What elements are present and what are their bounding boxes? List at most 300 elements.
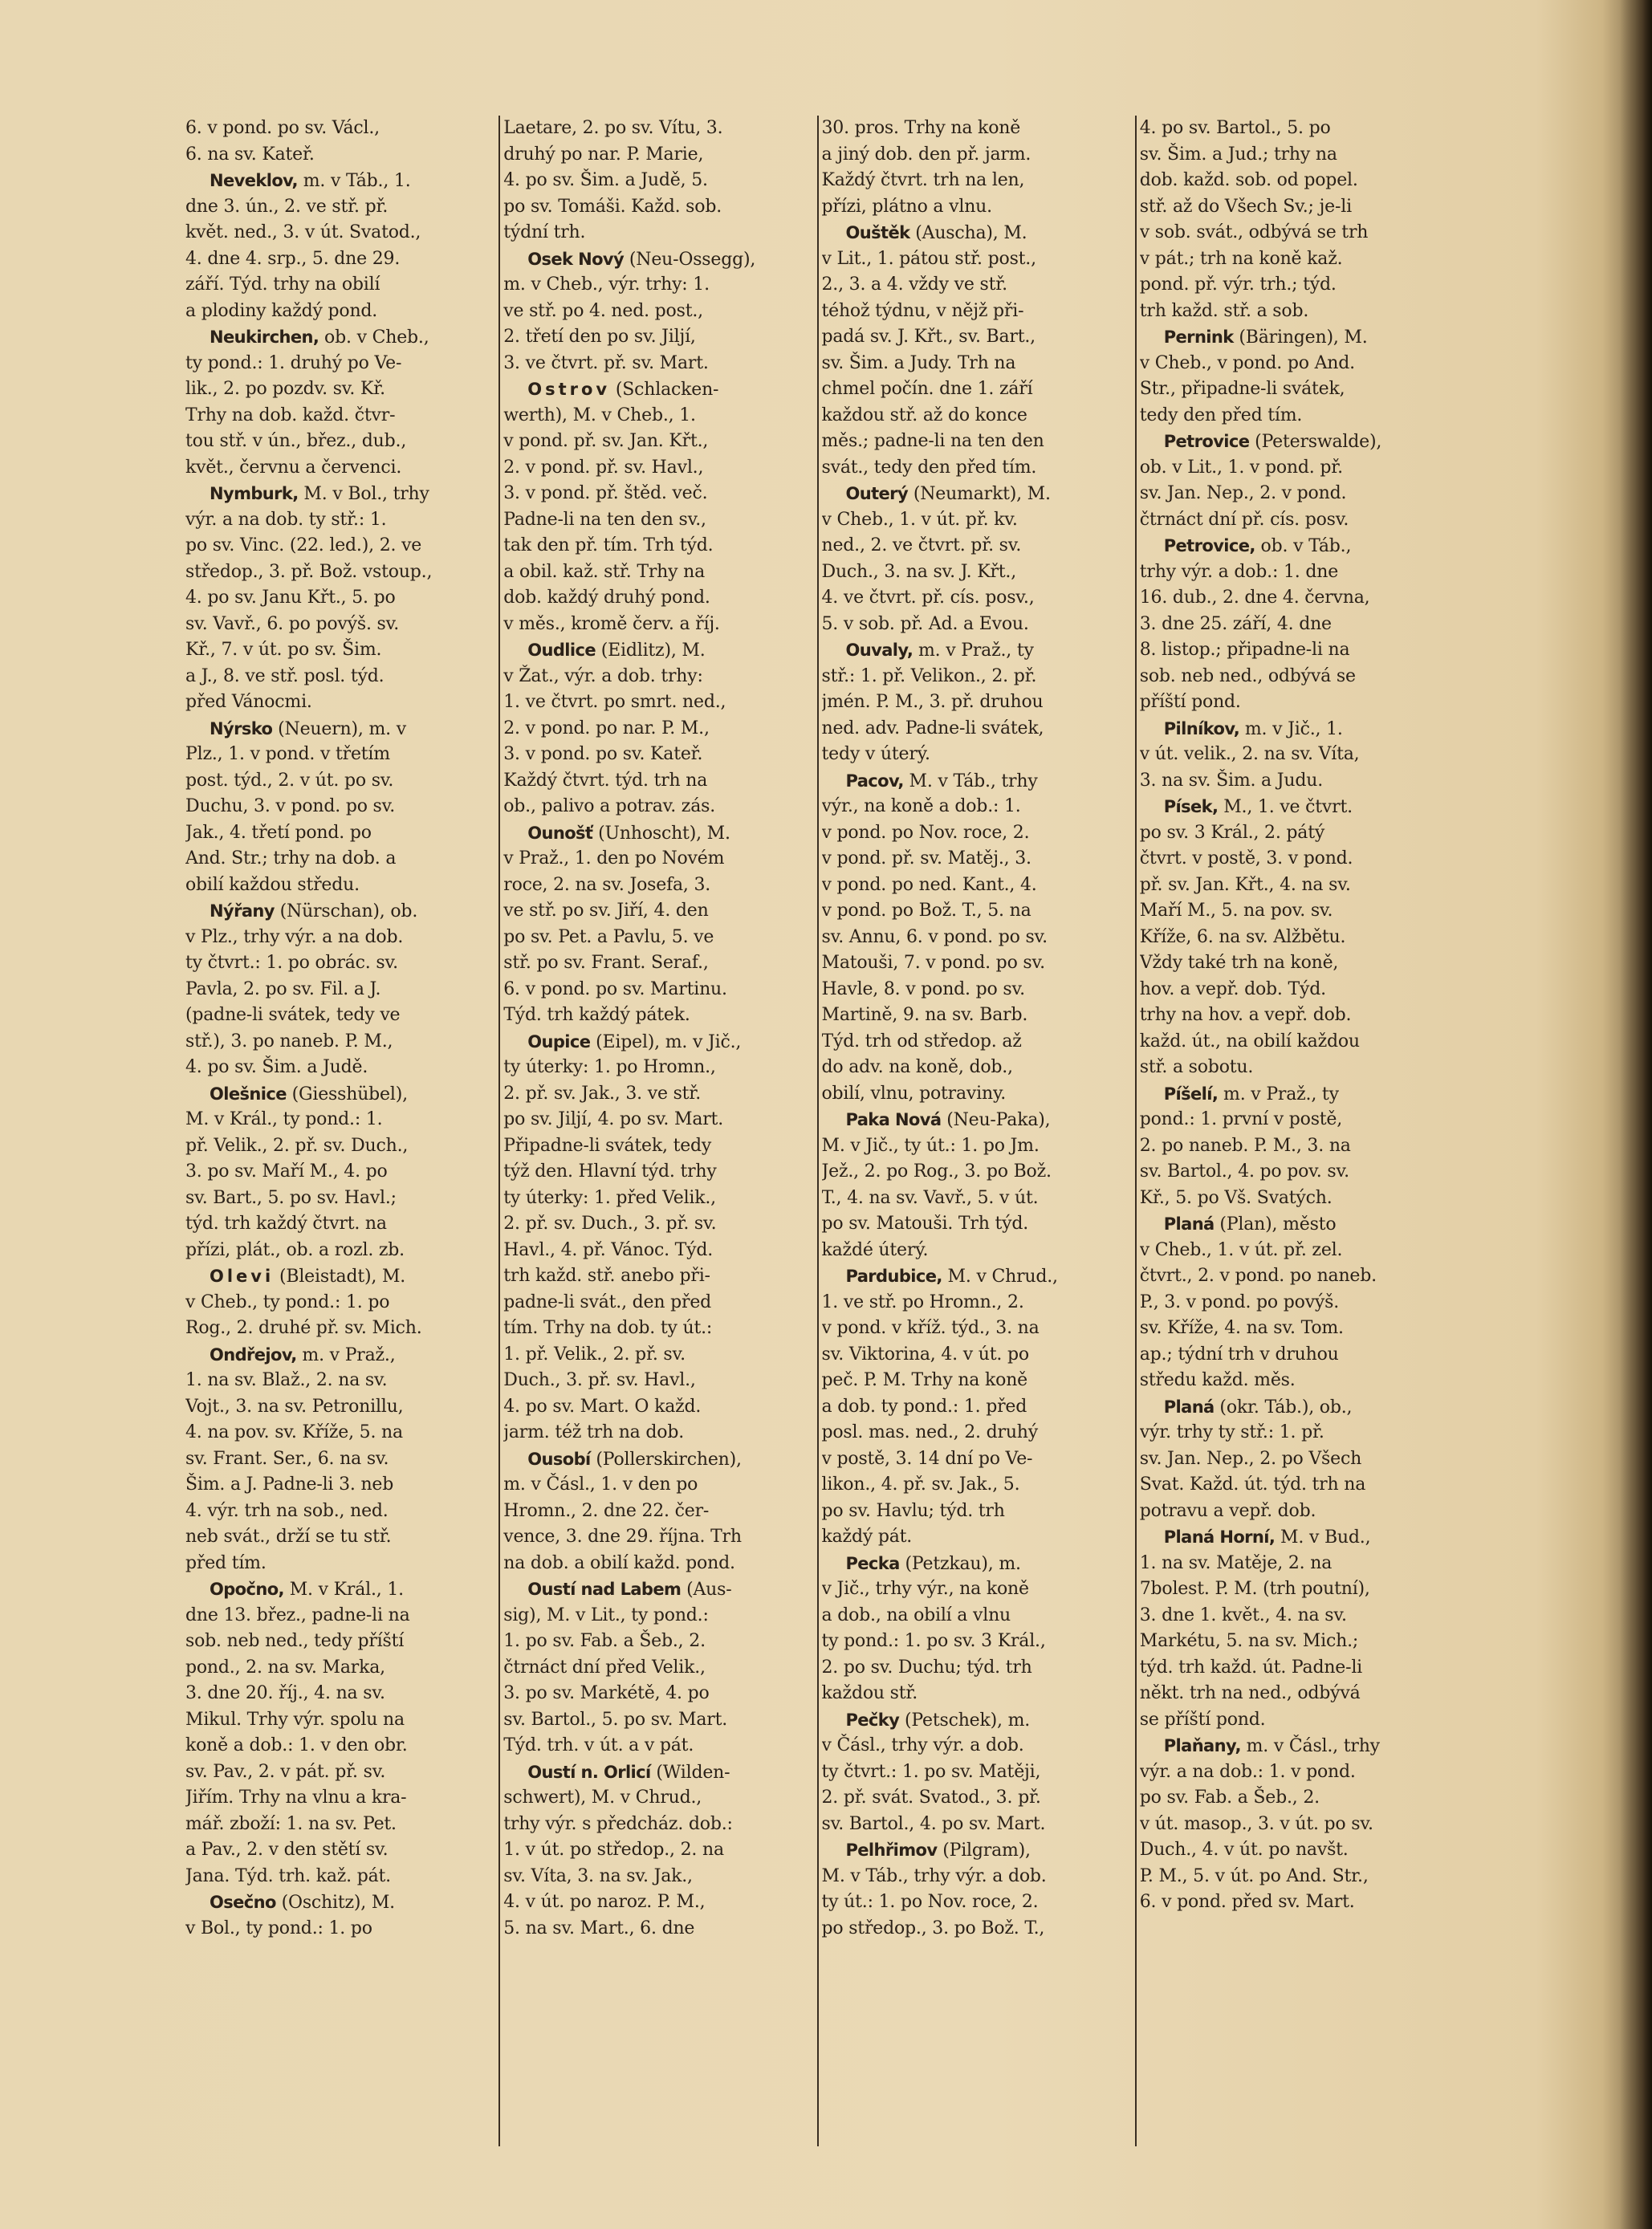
text-line xyxy=(822,1733,1129,1759)
text-line xyxy=(503,1733,811,1759)
line-text: (Bäringen), M. xyxy=(1233,327,1368,348)
text-line xyxy=(1140,1499,1447,1525)
line-text: týd. trh každ. út. Padne-li xyxy=(1139,1657,1363,1678)
line-text: tedy den před tím. xyxy=(1139,405,1303,425)
line-text: (Aus- xyxy=(681,1580,732,1600)
text-line xyxy=(185,1812,493,1838)
line-text: sob. neb ned., tedy příští xyxy=(185,1631,405,1651)
line-text: 4. dne 4. srp., 5. dne 29. xyxy=(185,248,401,269)
entry-heading-line xyxy=(503,1576,811,1603)
text-line xyxy=(185,820,493,847)
line-text: ob. v Táb., xyxy=(1255,536,1352,556)
text-line xyxy=(503,1707,811,1734)
line-text: (Neuern), m. v xyxy=(272,718,406,739)
text-line xyxy=(185,1029,493,1056)
text-line xyxy=(1140,1238,1447,1264)
text-line xyxy=(503,1837,811,1864)
line-text: M. v Bol., trhy xyxy=(298,484,429,504)
text-line xyxy=(185,1524,493,1551)
line-text: And. Str.; trhy na dob. a xyxy=(185,848,397,868)
line-text: sv. Kříže, 4. na sv. Tom. xyxy=(1139,1318,1344,1338)
text-line xyxy=(503,142,811,169)
line-text: ty úterky: 1. před Velik., xyxy=(503,1187,716,1208)
text-line xyxy=(185,1733,493,1759)
line-text: 2. v pond. př. sv. Havl., xyxy=(503,457,704,478)
text-line xyxy=(503,1186,811,1212)
line-text: chmel počín. dne 1. září xyxy=(821,379,1033,399)
entry-heading-line xyxy=(185,1342,493,1369)
line-text: ve stř. po sv. Jiří, 4. den xyxy=(503,901,709,921)
text-line xyxy=(822,1420,1129,1446)
text-line xyxy=(503,507,811,534)
line-text: Jiřím. Trhy na vlnu a kra- xyxy=(185,1788,407,1808)
line-text: v měs., kromě červ. a říj. xyxy=(503,613,720,634)
entry-heading-line xyxy=(185,168,493,194)
text-line xyxy=(822,1133,1129,1160)
text-line xyxy=(185,1681,493,1707)
entry-heading-line xyxy=(1140,533,1447,559)
line-text: výr. trhy ty stř.: 1. př. xyxy=(1139,1422,1324,1442)
text-line xyxy=(1140,950,1447,977)
line-text: vence, 3. dne 29. října. Trh xyxy=(503,1527,742,1547)
text-line xyxy=(822,1290,1129,1316)
line-text: 3. po sv. Markétě, 4. po xyxy=(503,1683,710,1703)
text-line xyxy=(1140,1055,1447,1081)
line-text: M. v Chrud., xyxy=(942,1267,1058,1287)
text-line xyxy=(503,1133,811,1160)
line-text: Maří M., 5. na pov. sv. xyxy=(1139,901,1333,921)
text-line xyxy=(822,376,1129,403)
text-line xyxy=(185,1472,493,1499)
place-name: Petrovice xyxy=(1163,432,1250,451)
text-line xyxy=(822,742,1129,768)
line-text: týd. trh každý čtvrt. na xyxy=(185,1214,387,1234)
line-text: 3. ve čtvrt. př. sv. Mart. xyxy=(503,352,709,373)
text-line xyxy=(185,376,493,403)
line-text: 2. v pond. po nar. P. M., xyxy=(503,718,710,738)
text-line xyxy=(1140,1759,1447,1786)
text-line xyxy=(1140,1655,1447,1682)
line-text: v pond. po ned. Kant., 4. xyxy=(821,874,1037,895)
line-text: ty pond.: 1. druhý po Ve- xyxy=(185,352,402,373)
place-name: Nymburk, xyxy=(210,484,299,503)
line-text: Markétu, 5. na sv. Mich.; xyxy=(1139,1631,1359,1651)
line-text: Jana. Týd. trh. kaž. pát. xyxy=(185,1865,391,1886)
text-line xyxy=(503,846,811,872)
line-text: př. Velik., 2. př. sv. Duch., xyxy=(185,1135,409,1156)
line-text: a plodiny každý pond. xyxy=(185,300,378,321)
line-text: přízi, plátno a vlnu. xyxy=(821,196,992,217)
line-text: m. v Praž., ty xyxy=(1218,1084,1339,1104)
text-line xyxy=(822,820,1129,847)
text-line xyxy=(503,1368,811,1394)
entry-heading-line xyxy=(1140,1211,1447,1238)
line-text: stř.), 3. po naneb. P. M., xyxy=(185,1031,393,1051)
line-text: po středop., 3. po Bož. T., xyxy=(821,1918,1045,1938)
line-text: v postě, 3. 14 dní po Ve- xyxy=(821,1448,1033,1469)
line-text: 4. po sv. Mart. O každ. xyxy=(503,1396,702,1417)
line-text: čtrnáct dní př. cís. posv. xyxy=(1139,509,1349,530)
place-name: Outerý xyxy=(845,484,909,503)
line-text: pond. př. výr. trh.; týd. xyxy=(1139,275,1337,295)
line-text: se příští pond. xyxy=(1139,1709,1266,1730)
place-name: Pilníkov, xyxy=(1163,718,1240,738)
place-name: Pacov, xyxy=(845,771,904,791)
line-text: 5. v sob. př. Ad. a Evou. xyxy=(821,613,1029,634)
text-line xyxy=(185,559,493,586)
line-text: po sv. 3 Král., 2. pátý xyxy=(1139,822,1325,843)
entry-heading-line xyxy=(1140,1394,1447,1421)
line-text: tedy v úterý. xyxy=(821,744,930,764)
line-text: v Plz., trhy výr. a na dob. xyxy=(185,926,404,947)
line-text: sv. Bart., 5. po sv. Havl.; xyxy=(185,1187,397,1208)
place-name: Pečky xyxy=(845,1710,900,1730)
text-line xyxy=(822,246,1129,273)
text-line xyxy=(185,429,493,455)
text-line xyxy=(822,1759,1129,1786)
line-text: sv. Šim. a Jud.; trhy na xyxy=(1139,144,1337,165)
text-line xyxy=(503,794,811,820)
line-text: v út. masop., 3. v út. po sv. xyxy=(1139,1813,1373,1834)
line-text: (Eipel), m. v Jič., xyxy=(590,1031,742,1052)
line-text: v pát.; trh na koně kaž. xyxy=(1139,248,1343,269)
line-text: ty pond.: 1. po sv. 3 Král., xyxy=(821,1631,1046,1651)
text-line xyxy=(822,1238,1129,1264)
line-text: příští pond. xyxy=(1139,692,1241,712)
text-line xyxy=(822,1785,1129,1812)
text-line xyxy=(1140,351,1447,377)
line-text: měs.; padne-li na ten den xyxy=(821,431,1044,451)
line-text: v pond. př. sv. Jan. Křt., xyxy=(503,431,709,451)
text-line xyxy=(503,299,811,325)
line-text: m. v Táb., 1. xyxy=(297,171,411,191)
line-text: Hromn., 2. dne 22. čer- xyxy=(503,1500,710,1521)
line-text: Laetare, 2. po sv. Vítu, 3. xyxy=(503,118,723,138)
place-name: Oustí nad Labem xyxy=(527,1580,682,1599)
line-text: ty čtvrt.: 1. po sv. Matěji, xyxy=(821,1761,1041,1782)
text-line xyxy=(503,742,811,768)
line-text: Týd. trh každý pátek. xyxy=(503,1005,690,1025)
text-line xyxy=(822,533,1129,559)
line-text: Mikul. Trhy výr. spolu na xyxy=(185,1709,405,1730)
text-line xyxy=(185,1655,493,1682)
line-text: čtrnáct dní před Velik., xyxy=(503,1657,706,1678)
text-line xyxy=(503,1551,811,1577)
line-text: 3. dne 20. říj., 4. na sv. xyxy=(185,1683,385,1703)
text-line xyxy=(185,872,493,899)
place-name: Petrovice, xyxy=(1163,536,1255,555)
line-text: 5. na sv. Mart., 6. dne xyxy=(503,1918,695,1938)
line-text: 4. v út. po naroz. P. M., xyxy=(503,1892,706,1912)
line-text: 3. v pond. př. štěd. več. xyxy=(503,483,708,503)
line-text: post. týd., 2. v út. po sv. xyxy=(185,770,394,791)
line-text: po sv. Matouši. Trh týd. xyxy=(821,1214,1029,1234)
text-line xyxy=(185,612,493,638)
line-text: 1. ve čtvrt. po smrt. ned., xyxy=(503,692,726,712)
entry-heading-line xyxy=(1140,1081,1447,1108)
line-text: 4. po sv. Šim. a Judě, 5. xyxy=(503,170,708,190)
text-line xyxy=(1140,1681,1447,1707)
line-text: ap.; týdní trh v druhou xyxy=(1139,1344,1339,1365)
line-text: před tím. xyxy=(185,1552,267,1573)
text-line xyxy=(185,1499,493,1525)
text-line xyxy=(1140,194,1447,221)
text-line xyxy=(1140,1186,1447,1212)
text-line xyxy=(822,846,1129,872)
text-line xyxy=(822,664,1129,690)
line-text: sv. Bartol., 4. po pov. sv. xyxy=(1139,1161,1349,1182)
line-text: M. v Král., 1. xyxy=(283,1580,404,1600)
line-text: po sv. Pet. a Pavlu, 5. ve xyxy=(503,926,714,947)
line-text: v pond. v kříž. týd., 3. na xyxy=(821,1318,1040,1338)
text-line xyxy=(185,1759,493,1786)
line-text: Str., připadne-li svátek, xyxy=(1139,379,1345,399)
text-line xyxy=(1140,376,1447,403)
line-text: sv. Bartol., 4. po sv. Mart. xyxy=(821,1813,1046,1834)
line-text: výr. a na dob.: 1. v pond. xyxy=(1139,1761,1356,1782)
line-text: 1. na sv. Matěje, 2. na xyxy=(1139,1552,1333,1573)
line-text: 2. po naneb. P. M., 3. na xyxy=(1139,1135,1351,1156)
text-line xyxy=(1140,1629,1447,1655)
line-text: výr. a na dob. ty stř.: 1. xyxy=(185,509,387,530)
text-line xyxy=(185,1003,493,1029)
line-text: m. v Cheb., výr. trhy: 1. xyxy=(503,275,710,295)
text-line xyxy=(822,1368,1129,1394)
place-name: Ouvaly, xyxy=(845,641,913,660)
line-text: m. v Čásl., 1. v den po xyxy=(503,1474,698,1495)
line-text: Havl., 4. př. Vánoc. Týd. xyxy=(503,1239,714,1260)
line-text: sob. neb ned., odbývá se xyxy=(1139,665,1356,686)
text-line xyxy=(503,1785,811,1812)
entry-heading-line xyxy=(822,1707,1129,1734)
place-name: Nýřany xyxy=(210,901,275,921)
text-line xyxy=(503,1420,811,1446)
text-line xyxy=(503,116,811,142)
text-line xyxy=(503,1603,811,1629)
line-text: čtvrt. v postě, 3. v pond. xyxy=(1139,848,1353,868)
text-line xyxy=(503,1394,811,1421)
text-line xyxy=(503,925,811,951)
place-name: Pelhřimov xyxy=(845,1841,938,1860)
text-line xyxy=(1140,1812,1447,1838)
text-line xyxy=(185,925,493,951)
text-line xyxy=(822,403,1129,429)
entry-heading-line xyxy=(185,716,493,742)
line-text: téhož týdnu, v nějž při- xyxy=(821,300,1024,321)
line-text: (Pilgram), xyxy=(937,1841,1031,1861)
line-text: (Petschek), m. xyxy=(899,1710,1031,1731)
line-text: sv. Šim. a Judy. Trh na xyxy=(821,352,1016,373)
line-text: 8. listop.; připadne-li na xyxy=(1139,640,1350,660)
text-line xyxy=(1140,637,1447,664)
line-text: ob., palivo a potrav. zás. xyxy=(503,796,716,816)
entry-heading-line xyxy=(1140,716,1447,742)
entry-heading-line xyxy=(822,768,1129,795)
line-text: týž den. Hlavní týd. trhy xyxy=(503,1161,717,1182)
entry-heading-line xyxy=(503,637,811,664)
line-text: (Bleistadt), M. xyxy=(274,1267,406,1287)
text-line xyxy=(822,1499,1129,1525)
text-line xyxy=(503,1629,811,1655)
line-text: Připadne-li svátek, tedy xyxy=(503,1135,712,1156)
text-line xyxy=(822,168,1129,194)
line-text: a J., 8. ve stř. posl. týd. xyxy=(185,665,385,686)
line-text: květ. ned., 3. v út. Svatod., xyxy=(185,222,421,242)
line-text: 6. v pond. před sv. Mart. xyxy=(1139,1892,1355,1912)
column-2 xyxy=(500,116,818,2146)
text-line xyxy=(1140,1551,1447,1577)
line-text: peč. P. M. Trhy na koně xyxy=(821,1370,1027,1390)
line-text: koně a dob.: 1. v den obr. xyxy=(185,1735,408,1755)
line-text: Trhy na dob. každ. čtvr- xyxy=(185,405,396,425)
line-text: dob. každý druhý pond. xyxy=(503,588,710,608)
line-text: 4. na pov. sv. Kříže, 5. na xyxy=(185,1422,403,1442)
text-line xyxy=(1140,1707,1447,1734)
entry-heading-line xyxy=(1140,324,1447,351)
text-line xyxy=(503,1864,811,1890)
line-text: (Nürschan), ob. xyxy=(274,901,418,921)
line-text: m. v Praž., xyxy=(296,1344,396,1365)
text-line xyxy=(1140,1003,1447,1029)
line-text: Každý čtvrt. týd. trh na xyxy=(503,770,708,791)
line-text: (Neumarkt), M. xyxy=(908,484,1051,504)
line-text: jmén. P. M., 3. př. druhou xyxy=(821,692,1044,712)
line-text: padá sv. J. Křt., sv. Bart., xyxy=(821,327,1036,347)
line-text: tou stř. v ún., břez., dub., xyxy=(185,431,407,451)
text-line xyxy=(185,1916,493,1942)
text-line xyxy=(822,1055,1129,1081)
place-name: Olevi xyxy=(210,1267,275,1286)
text-line xyxy=(1140,1107,1447,1133)
entry-heading-line xyxy=(822,637,1129,664)
line-text: každé úterý. xyxy=(821,1239,929,1260)
text-line xyxy=(185,846,493,872)
line-text: (Auscha), M. xyxy=(909,223,1027,243)
text-line xyxy=(1140,898,1447,925)
text-line xyxy=(822,116,1129,142)
text-line xyxy=(185,768,493,795)
line-text: stř.: 1. př. Velikon., 2. př. xyxy=(821,665,1037,686)
place-name: Nýrsko xyxy=(210,718,273,738)
place-name: Olešnice xyxy=(210,1084,287,1104)
column-1 xyxy=(182,116,500,2146)
text-line xyxy=(185,507,493,534)
line-text: do adv. na koně, dob., xyxy=(821,1057,1013,1077)
line-text: m. v Jič., 1. xyxy=(1239,718,1343,739)
text-line xyxy=(1140,1889,1447,1916)
text-line xyxy=(1140,872,1447,899)
entry-heading-line xyxy=(503,1759,811,1786)
text-line xyxy=(1140,664,1447,690)
line-text: P., 3. v pond. po povýš. xyxy=(1139,1291,1340,1312)
entry-heading-line xyxy=(822,481,1129,507)
text-line xyxy=(503,1316,811,1342)
line-text: obilí každou středu. xyxy=(185,874,360,895)
text-line xyxy=(822,559,1129,586)
entry-heading-line xyxy=(185,898,493,925)
text-line xyxy=(503,1342,811,1369)
line-text: 3. v pond. po sv. Kateř. xyxy=(503,744,703,764)
text-line xyxy=(185,1368,493,1394)
text-line xyxy=(185,742,493,768)
text-line xyxy=(503,1499,811,1525)
line-text: v Žat., výr. a dob. trhy: xyxy=(503,665,703,686)
text-line xyxy=(822,1655,1129,1682)
line-text: př. sv. Jan. Křt., 4. na sv. xyxy=(1139,874,1351,895)
text-line xyxy=(185,1186,493,1212)
line-text: v Jič., trhy výr., na koně xyxy=(821,1579,1029,1599)
text-line xyxy=(1140,507,1447,534)
text-line xyxy=(185,403,493,429)
line-text: 3. na sv. Šim. a Judu. xyxy=(1139,770,1324,791)
line-text: po sv. Tomáši. Každ. sob. xyxy=(503,196,722,217)
text-line xyxy=(1140,455,1447,482)
place-name: Neveklov, xyxy=(210,171,298,190)
text-line xyxy=(1140,1576,1447,1603)
text-line xyxy=(822,142,1129,169)
text-line xyxy=(185,1211,493,1238)
line-text: Pavla, 2. po sv. Fil. a J. xyxy=(185,978,381,999)
text-line xyxy=(1140,1316,1447,1342)
line-text: Rog., 2. druhé př. sv. Mich. xyxy=(185,1318,422,1338)
place-name: Planá xyxy=(1163,1214,1215,1234)
line-text: na dob. a obilí každ. pond. xyxy=(503,1552,735,1573)
entry-heading-line xyxy=(1140,1733,1447,1759)
line-text: každý pát. xyxy=(821,1527,913,1547)
text-line xyxy=(503,1472,811,1499)
text-line xyxy=(822,925,1129,951)
text-line xyxy=(503,1081,811,1108)
entry-heading-line xyxy=(1140,1524,1447,1551)
text-line xyxy=(185,664,493,690)
text-line xyxy=(822,1316,1129,1342)
line-text: druhý po nar. P. Marie, xyxy=(503,144,704,165)
text-line xyxy=(822,1342,1129,1369)
text-line xyxy=(185,585,493,612)
place-name: Paka Nová xyxy=(845,1110,942,1129)
text-line xyxy=(185,1603,493,1629)
text-line xyxy=(185,1707,493,1734)
line-text: dne 3. ún., 2. ve stř. př. xyxy=(185,196,389,217)
text-line xyxy=(822,1864,1129,1890)
line-text: v Lit., 1. pátou stř. post., xyxy=(821,248,1036,269)
line-text: P. M., 5. v út. po And. Str., xyxy=(1139,1865,1369,1886)
text-line xyxy=(1140,1603,1447,1629)
line-text: hov. a vepř. dob. Týd. xyxy=(1139,978,1326,999)
entry-heading-line xyxy=(822,1837,1129,1864)
text-line xyxy=(822,1081,1129,1108)
line-text: (Neu-Ossegg), xyxy=(624,249,756,270)
text-line xyxy=(1140,612,1447,638)
line-text: neb svát., drží se tu stř. xyxy=(185,1527,392,1547)
line-text: 7bolest. P. M. (trh poutní), xyxy=(1139,1579,1370,1599)
text-line xyxy=(822,324,1129,351)
text-line xyxy=(1140,1263,1447,1290)
entry-heading-line xyxy=(185,1576,493,1603)
line-text: M. v Táb., trhy výr. a dob. xyxy=(821,1865,1047,1886)
line-text: středu každ. měs. xyxy=(1139,1370,1296,1390)
line-text: sig), M. v Lit., ty pond.: xyxy=(503,1605,709,1625)
line-text: sv. Jan. Nep., 2. v pond. xyxy=(1139,483,1347,503)
line-text: Jež., 2. po Rog., 3. po Bož. xyxy=(821,1161,1052,1182)
column-4 xyxy=(1137,116,1453,2146)
text-line xyxy=(822,455,1129,482)
text-line xyxy=(503,1290,811,1316)
line-text: Duchu, 3. v pond. po sv. xyxy=(185,796,396,816)
line-text: a dob. ty pond.: 1. před xyxy=(821,1396,1027,1417)
entry-heading-line xyxy=(503,1029,811,1056)
text-line xyxy=(185,533,493,559)
